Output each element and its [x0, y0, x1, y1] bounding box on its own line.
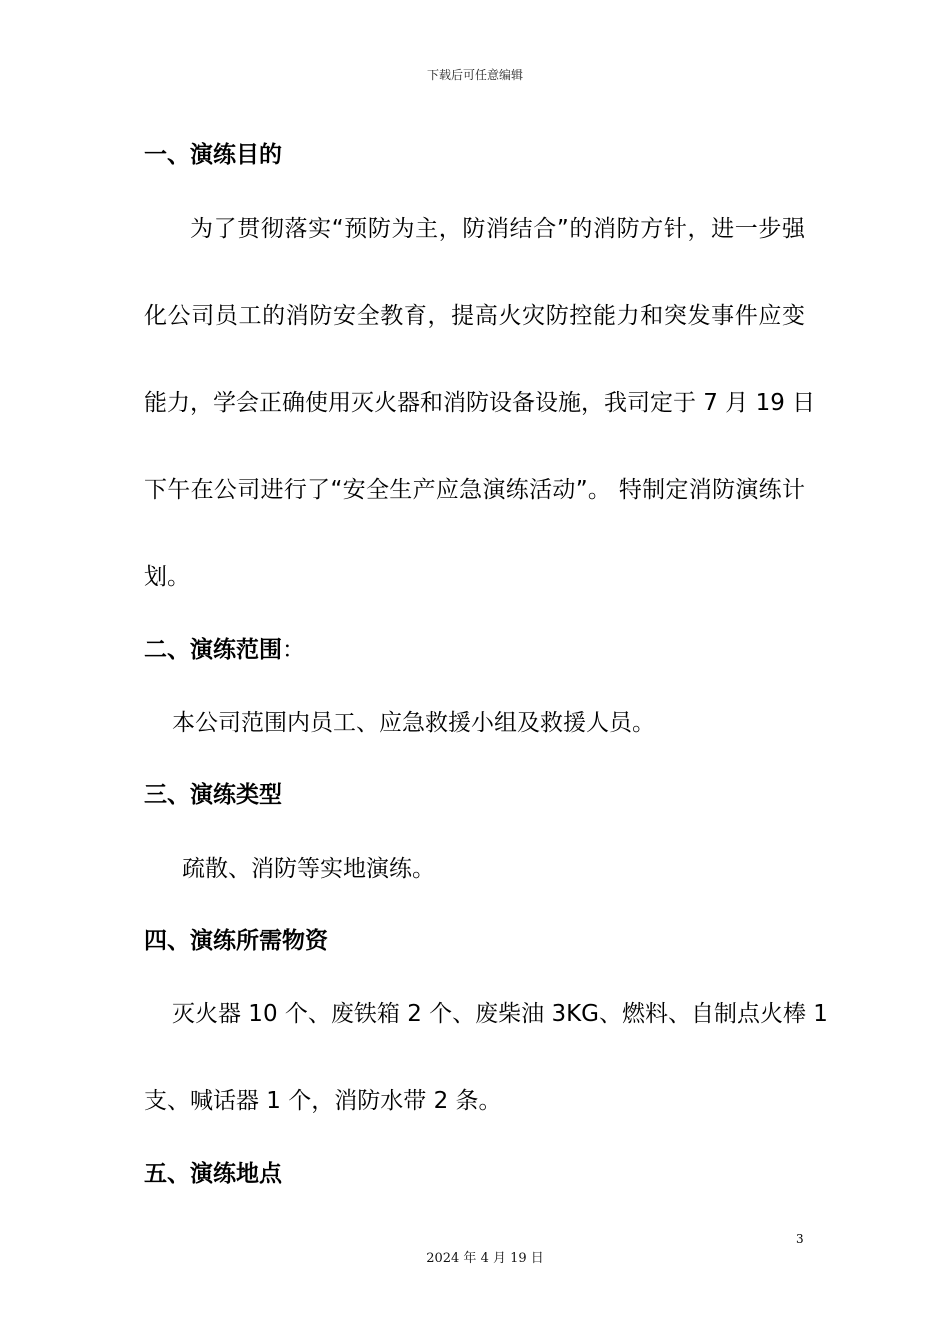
paragraph-line: 化公司员工的消防安全教育，提高火灾防控能力和突发事件应变 [144, 303, 805, 329]
paragraph-line: 划。 [144, 564, 190, 590]
section-heading: 四、演练所需物资 [144, 928, 328, 954]
page-header: 下载后可任意编辑 [426, 68, 523, 82]
heading-colon: ： [282, 637, 305, 663]
section-heading: 二、演练范围 [144, 637, 282, 663]
paragraph-line: 为了贯彻落实“预防为主，防消结合”的消防方针，进一步强 [190, 216, 805, 242]
page-footer-date: 2024 年 4 月 19 日 [426, 1251, 544, 1266]
paragraph-line: 支、喊话器 1 个，消防水带 2 条。 [144, 1088, 502, 1114]
section-heading: 三、演练类型 [144, 782, 282, 808]
paragraph-line: 疏散、消防等实地演练。 [182, 856, 435, 882]
section-heading: 一、演练目的 [144, 142, 282, 168]
section-heading-row [144, 631, 305, 664]
section-heading: 五、演练地点 [144, 1161, 282, 1187]
page-number: 3 [796, 1232, 804, 1246]
paragraph-line: 能力，学会正确使用灭火器和消防设备设施，我司定于 7 月 19 日 [144, 390, 816, 416]
paragraph-line: 下午在公司进行了“安全生产应急演练活动”。 特制定消防演练计 [144, 477, 805, 503]
paragraph-line: 本公司范围内员工、应急救援小组及救援人员。 [172, 710, 655, 736]
paragraph-line: 灭火器 10 个、废铁箱 2 个、废柴油 3KG、燃料、自制点火棒 1 [172, 1001, 828, 1027]
